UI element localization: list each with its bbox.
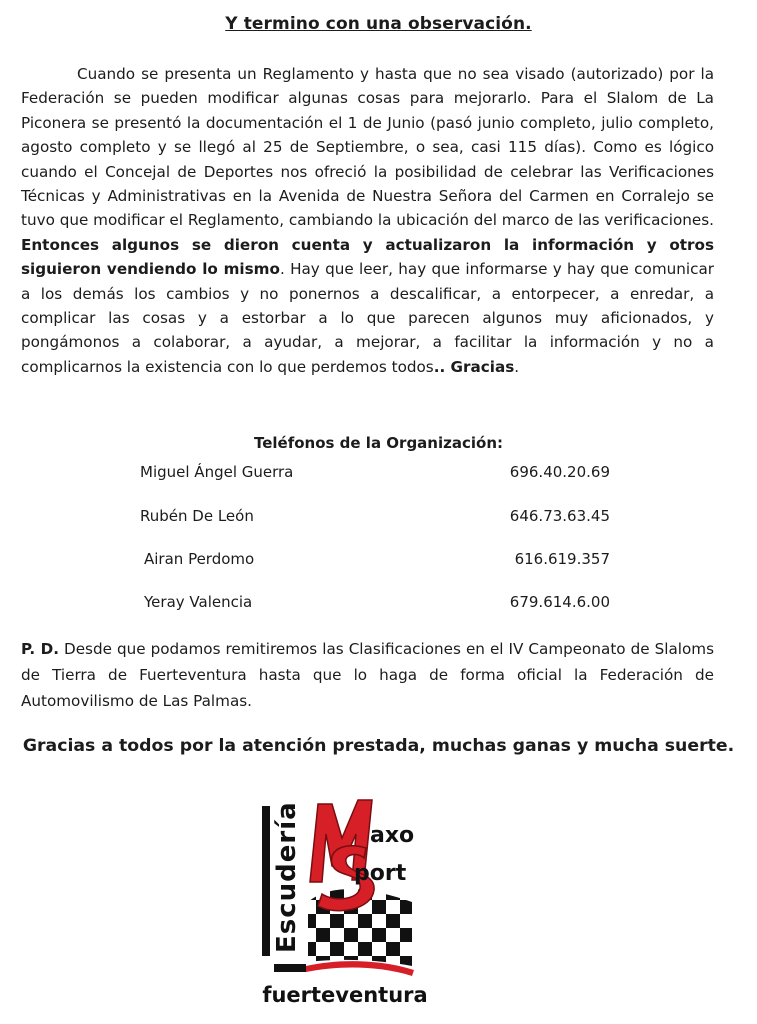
maxo-sport-logo [262,790,428,1015]
postscript-text: Desde que podamos remitiremos las Clasificaciones en el IV Campeonato de Slaloms de Tierra de Fuerteventura hasta que lo haga de forma oficial la Federación de Automovilismo de Las Palmas. [21,640,715,710]
paragraph-text-2: . Hay que leer, hay que informarse y hay que comunicar a los demás los cambios y no ponernos a descalificar, a entorpecer, a enredar, a complicar las cosas y a estorbar a lo que parecen algunos muy aficionados, y pongámonos a colaborar, a ayudar, a mejorar, a facilitar la información y no a complicarnos la existencia con lo que perdemos todos [21,260,714,376]
logo-vertical-text: Escudería [272,801,302,953]
paragraph-bold-1: Entonces algunos se dieron cuenta y actualizaron la información y otros siguieron vendiendo lo mismo [21,235,714,279]
contact-name: Miguel Ángel Guerra [140,463,294,481]
logo-left-bar [262,806,270,956]
paragraph-end: . [514,357,520,376]
contact-number: 646.73.63.45 [509,507,610,525]
contact-name: Yeray Valencia [144,593,253,611]
logo-fuerteventura-text: fuerteventura [262,983,428,1007]
closing-message: Gracias a todos por la atención prestada, muchas ganas y mucha suerte. [22,736,735,756]
paragraph-bold-2: .. Gracias [433,357,515,376]
logo-axo-text: axo [370,823,415,848]
logo-port-text: port [354,861,407,886]
postscript [21,636,714,714]
logo-bottom-bar [274,964,306,972]
contact-number: 616.619.357 [514,550,610,568]
contact-name: Rubén De León [140,507,254,525]
main-paragraph [21,62,714,379]
contact-number: 696.40.20.69 [509,463,610,481]
contact-number: 679.614.6.00 [509,593,610,611]
paragraph-text-1: Cuando se presenta un Reglamento y hasta que no sea visado (autorizado) por la Federación se pueden modificar algunas cosas para mejorarlo. Para el Slalom de La Piconera se presentó la documentación el 1 de Junio (pasó junio completo, julio completo, agosto completo y se llegó al 25 de Septiembre, o sea, casi 115 días). Como es lógico cuando el Concejal de Deportes nos ofreció la posibilidad de celebrar las Verificaciones Técnicas y Administrativas en la Avenida de Nuestra Señora del Carmen en Corralejo se tuvo que modificar el Reglamento, cambiando la ubicación del marco de las verificaciones. [21,65,714,230]
contact-name: Airan Perdomo [144,550,255,568]
phones-title: Teléfonos de la Organización: [253,434,503,452]
postscript-label: P. D. [21,640,59,658]
page-title: Y termino con una observación. [225,14,532,34]
